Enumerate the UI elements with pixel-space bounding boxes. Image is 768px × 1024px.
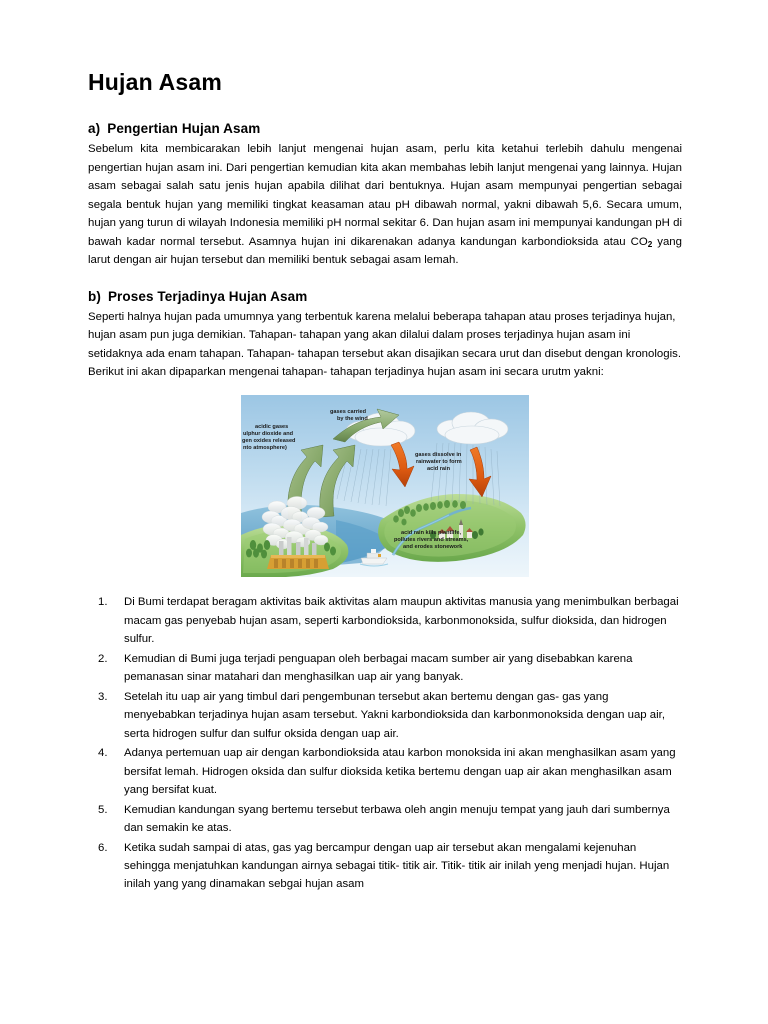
section-a-text-part1: Sebelum kita membicarakan lebih lanjut mengenai hujan asam, perlu kita ketahui terlebih dahulu mengenai pengertian hujan asam ini. Dari pengertian kemudian kita akan membahas lebih lanjut mengenai yang lainnya. Hujan asam sebagai salah satu jenis hujan apabila dilihat dari bentuknya. Hujan asam mempunyai pengertian sebagai segala bentuk hujan yang memiliki tingkat keasaman atau pH dibawah normal, yakni dibawah 5,6. Secara umum, hujan yang turun di wilayah Indonesia memiliki pH normal sekitar 6. Dan hujan asam ini mempunyai kandungan pH di bawah kadar normal tersebut. Asamnya hujan ini dikarenakan adanya kandungan karbondioksida atau CO	[88, 143, 682, 248]
label-gases-carried-line2: by the wind	[337, 416, 368, 423]
label-gases-carried-line1: gases carried	[330, 409, 367, 416]
section-heading-a-text: Pengertian Hujan Asam	[107, 121, 261, 137]
label-acidic-gases-line2: ulphur dioxide and	[243, 431, 294, 438]
steps-list	[88, 593, 682, 894]
co2-subscript: 2	[647, 239, 653, 249]
section-heading-b-text: Proses Terjadinya Hujan Asam	[107, 288, 308, 304]
section-a-text-part2: yang larut dengan air hujan tersebut dan memiliki bentuk sebagai asam lemah.	[88, 235, 682, 267]
list-item: Kemudian kandungan syang bertemu tersebut terbawa oleh angin menuju tempat yang jauh dari sumbernya dan semakin ke atas.	[124, 803, 670, 835]
section-b-paragraph: Seperti halnya hujan pada umumnya yang terbentuk karena melalui beberapa tahapan atau proses terjadinya hujan, hujan asam pun juga demikian. Tahapan- tahapan yang akan dilalui dalam proses terjadinya hujan asam ini setidaknya ada enam tahapan. Tahapan- tahapan tersebut akan disajikan secara urut dan disebut dengan kronologis. Berikut ini akan dipaparkan mengenai tahapan- tahapan terjadinya hujan asam ini secara urutm yakni:	[88, 310, 682, 378]
section-marker-a: a)	[88, 121, 101, 137]
label-dissolve-line3: acid rain	[427, 466, 451, 473]
label-damage-line1: acid rain kills plantlife,	[401, 530, 461, 537]
label-acidic-gases-line3: gen oxides released	[242, 438, 296, 445]
acid-rain-cycle-icon	[241, 395, 529, 577]
section-pengertian	[88, 121, 682, 269]
section-proses	[88, 289, 682, 382]
label-acidic-gases-line4: nto atmosphere)	[243, 445, 287, 452]
label-acidic-gases-line1: acidic gases	[255, 424, 289, 431]
page-title: Hujan Asam	[88, 69, 223, 95]
list-item: Adanya pertemuan uap air dengan karbondioksida atau karbon monoksida ini akan menghasilkan asam yang bersifat lemah. Hidrogen oksida dan sulfur dioksida ketika bertemu dengan uap air akan menghasilkan asam yang bersifat kuat.	[124, 747, 676, 797]
section-a-paragraph	[88, 140, 682, 269]
list-item: Ketika sudah sampai di atas, gas yag bercampur dengan uap air tersebut akan mengalami kejenuhan sehingga menjatuhkan kandungan airnya sebagai titik- titik air. Titik- titik air inilah yeng menjadi hujan. Hujan inilah yang yang dinamakan sebgai hujan asam	[124, 841, 670, 891]
label-damage-line3: and erodes stonework	[403, 544, 463, 551]
label-damage-line2: pollutes rivers and streams,	[394, 537, 469, 544]
section-heading-b	[88, 289, 682, 304]
section-heading-a	[88, 121, 682, 136]
section-marker-b: b)	[88, 288, 101, 304]
figure-container	[88, 395, 682, 577]
list-item: Di Bumi terdapat beragam aktivitas baik aktivitas alam maupun aktivitas manusia yang menimbulkan berbagai macam gas penyebab hujan asam, seperti karbondioksida, karbonmonoksida, sulfur dioksida, dan hidrogen sulfur.	[124, 596, 679, 646]
acid-rain-diagram-image	[241, 395, 529, 577]
label-dissolve-line2: rainwater to form	[416, 459, 462, 466]
list-item: Kemudian di Bumi juga terjadi penguapan oleh berbagai macam sumber air yang disebabkan karena pemanasan sinar matahari dan menghasilkan uap air yang banyak.	[124, 652, 633, 684]
label-dissolve-line1: gases dissolve in	[415, 452, 462, 459]
list-item: Setelah itu uap air yang timbul dari pengembunan tersebut akan bertemu dengan gas- gas yang menyebabkan terjadinya hujan asam tersebut. Yakni karbondioksida dan karbonmonoksida dengan uap air, serta hidrogen sulfur dan sulfur oksida dengan uap air.	[124, 690, 665, 740]
